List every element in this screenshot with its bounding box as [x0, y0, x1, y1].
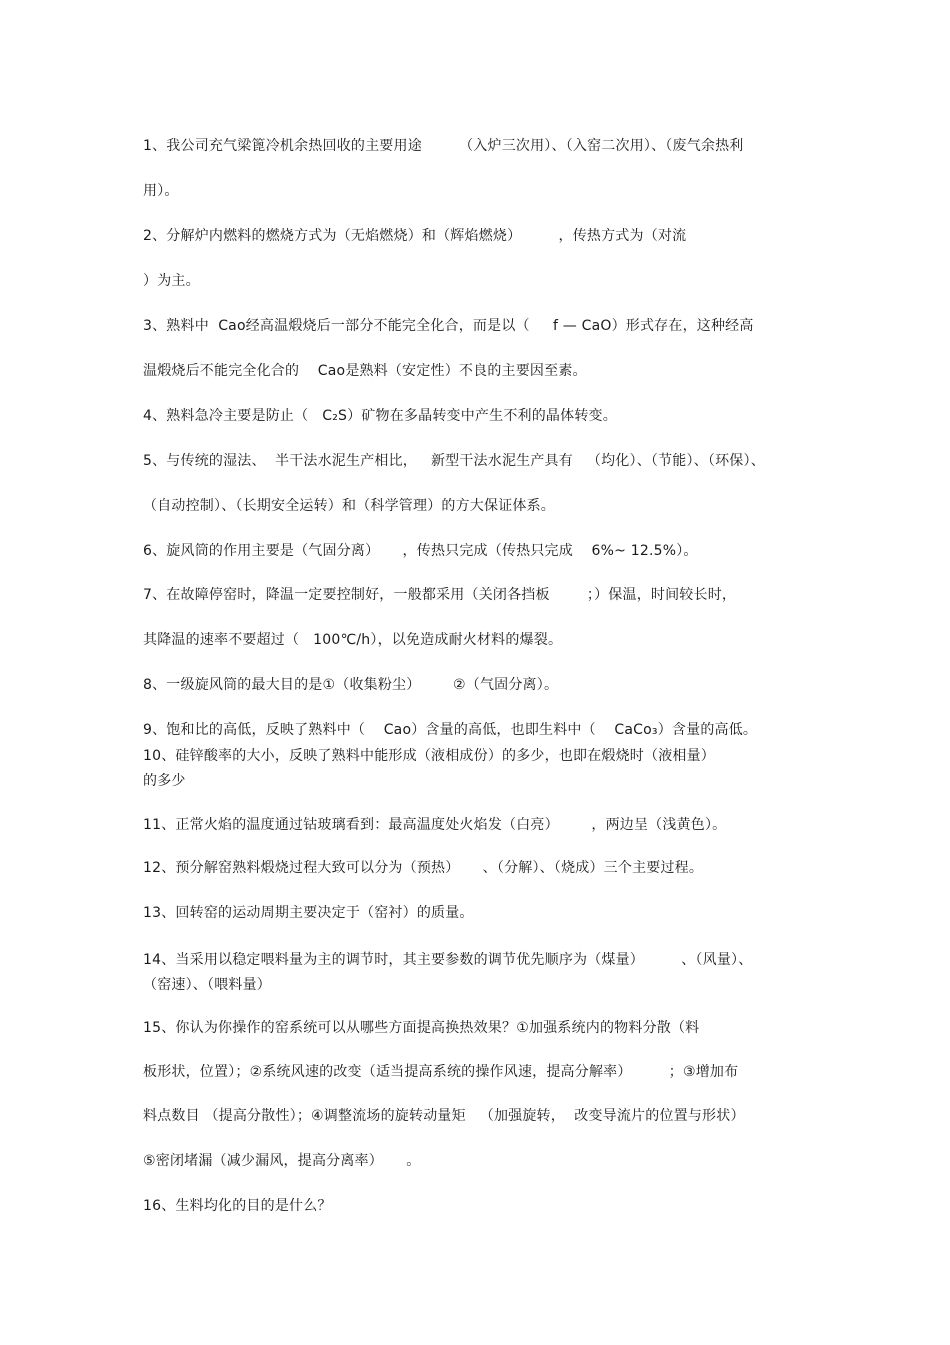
text-line-q1: 1、我公司充气梁篦冷机余热回收的主要用途 （入炉三次用）、（入窑二次用）、（废气余热利	[143, 138, 744, 154]
text-line-q7: 7、在故障停窑时，降温一定要控制好，一般都采用（关闭各挡板 ；）保温，时间较长时，	[143, 587, 737, 603]
text-line-q15: 15、你认为你操作的窑系统可以从哪些方面提高换热效果？①加强系统内的物料分散（料	[143, 1020, 700, 1036]
text-line-q5: 5、与传统的湿法、 半干法水泥生产相比， 新型干法水泥生产具有 （均化）、（节能）、（环保）、	[143, 453, 765, 469]
text-line-q2-cont: ）为主。	[143, 273, 200, 289]
text-line-q7-cont: 其降温的速率不要超过（ 100℃/h），以免造成耐火材料的爆裂。	[143, 632, 563, 648]
text-line-q1-cont: 用）。	[143, 183, 179, 199]
text-line-q10: 10、硅锌酸率的大小，反映了熟料中能形成（液相成份）的多少，也即在煅烧时（液相量）	[143, 748, 716, 764]
text-line-q12: 12、预分解窑熟料煅烧过程大致可以分为（预热） 、（分解）、（烧成）三个主要过程。	[143, 860, 704, 876]
text-line-q10-cont: 的多少	[143, 773, 186, 789]
text-line-q15-cont-2: 料点数目 （提高分散性）；④调整流场的旋转动量矩 （加强旋转， 改变导流片的位置与形状）	[143, 1108, 745, 1124]
text-line-q15-cont-1: 板形状，位置）；②系统风速的改变（适当提高系统的操作风速，提高分解率） ；③增加布	[143, 1064, 739, 1080]
text-line-q11: 11、正常火焰的温度通过钴玻璃看到：最高温度处火焰发（白亮） ，两边呈（浅黄色）。	[143, 817, 727, 833]
text-line-q15-cont-3: ⑤密闭堵漏（减少漏风，提高分离率） 。	[143, 1153, 421, 1169]
text-line-q13: 13、回转窑的运动周期主要决定于（窑衬）的质量。	[143, 905, 474, 921]
text-line-q2: 2、分解炉内燃料的燃烧方式为（无焰燃烧）和（辉焰燃烧） ，传热方式为（对流	[143, 228, 687, 244]
text-line-q5-cont: （自动控制）、（长期安全运转）和（科学管理）的方大保证体系。	[143, 498, 555, 514]
text-line-q14-cont: （窑速）、（喂料量）	[143, 977, 271, 993]
text-line-q9: 9、饱和比的高低，反映了熟料中（ Cao）含量的高低，也即生料中（ CaCo₃）含量的高低。	[143, 722, 758, 738]
text-line-q4: 4、熟料急冷主要是防止（ C₂S）矿物在多晶转变中产生不利的晶体转变。	[143, 408, 617, 424]
text-line-q16: 16、生料均化的目的是什么？	[143, 1198, 332, 1214]
text-line-q6: 6、旋风筒的作用主要是（气固分离） ，传热只完成（传热只完成 6%~ 12.5%）。	[143, 543, 698, 559]
text-line-q8: 8、一级旋风筒的最大目的是①（收集粉尘） ②（气固分离）。	[143, 677, 559, 693]
text-line-q3: 3、熟料中 Cao经高温煅烧后一部分不能完全化合，而是以（ f — CaO）形式存在，这种经高	[143, 318, 754, 334]
text-line-q3-cont: 温煅烧后不能完全化合的 Cao是熟料（安定性）不良的主要因至素。	[143, 363, 587, 379]
text-line-q14: 14、当采用以稳定喂料量为主的调节时，其主要参数的调节优先顺序为（煤量） 、（风量）、	[143, 952, 753, 968]
